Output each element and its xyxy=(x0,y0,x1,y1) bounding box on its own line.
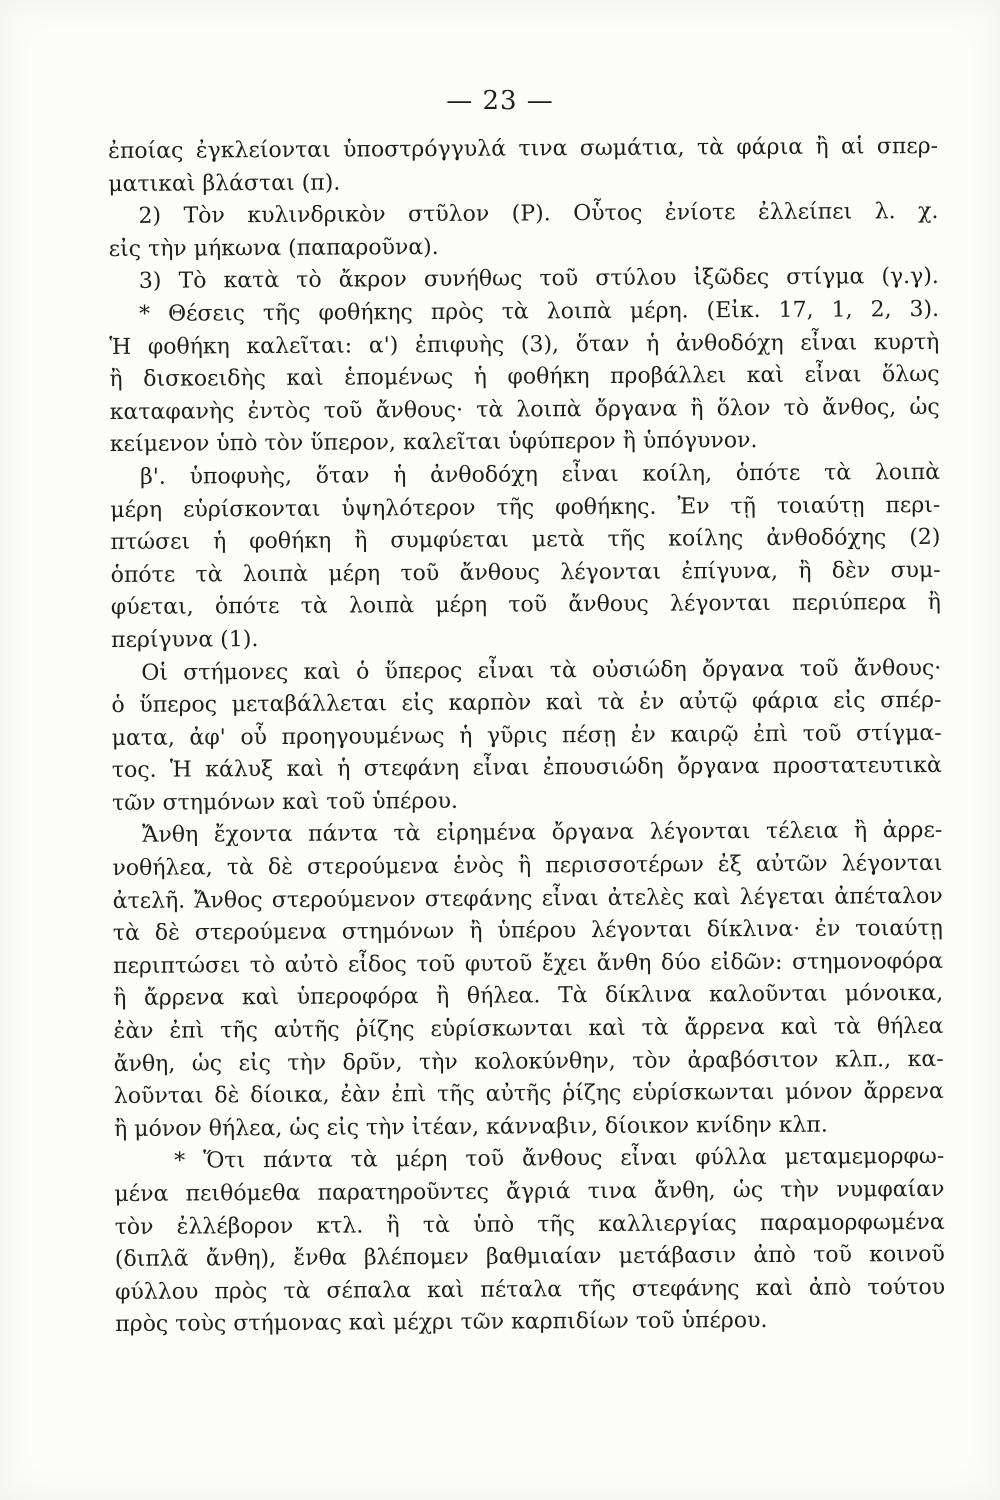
text-line: φύεται, ὁπότε τὰ λοιπὰ μέρη τοῦ ἄνθους λέγονται περιύπερα ἢ xyxy=(110,590,941,621)
text-line: τὸν ἐλλέβορον κτλ. ἢ τὰ ὑπὸ τῆς καλλιεργίας παραμορφωμένα xyxy=(114,1209,945,1240)
text-line: περιπτώσει τὸ αὐτὸ εἶδος τοῦ φυτοῦ ἔχει ἄνθη δύο εἰδῶν: στημονοφόρα xyxy=(112,948,944,979)
text-line: καταφανὴς ἐντὸς τοῦ ἄνθους· τὰ λοιπὰ ὄργανα ἢ ὅλον τὸ ἄνθος, ὡς xyxy=(109,394,940,425)
text-line: (διπλᾶ ἄνθη), ἔνθα βλέπομεν βαθμιαίαν μετάβασιν ἀπὸ τοῦ κοινοῦ xyxy=(114,1242,945,1273)
text-line: τὰ δὲ στερούμενα στημόνων ἢ ὑπέρου λέγονται δίκλινα· ἐν τοιαύτῃ xyxy=(112,916,943,947)
text-line: τος. Ἡ κάλυξ καὶ ἡ στεφάνη εἶναι ἐπουσιώδη ὄργανα προστατευτικὰ xyxy=(111,753,942,784)
text-line: β'. ὑποφυὴς, ὅταν ἡ ἀνθοδόχη εἶναι κοίλη, ὁπότε τὰ λοιπὰ xyxy=(140,459,941,490)
text-line: ἀτελῆ. Ἄνθος στερούμενον στεφάνης εἶναι ἀτελὲς καὶ λέγεται ἀπέταλον xyxy=(112,883,943,914)
text-line: εἰς τὴν μήκωνα (παπαροῦνα). xyxy=(108,234,439,262)
text-line: * Θέσεις τῆς φοθήκης πρὸς τὰ λοιπὰ μέρη. (Εἰκ. 17, 1, 2, 3). xyxy=(139,296,940,327)
text-line: ἢ ἄρρενα καὶ ὑπεροφόρα ἢ θήλεα. Τὰ δίκλινα καλοῦνται μόνοικα, xyxy=(113,981,944,1012)
text-line: ἄνθη, ὡς εἰς τὴν δρῦν, τὴν κολοκύνθην, τὸν ἀραβόσιτον κλπ., κα- xyxy=(113,1046,944,1077)
body-text xyxy=(108,131,945,1342)
text-line: 2) Τὸν κυλινδρικὸν στῦλον (Ρ). Οὗτος ἐνίοτε ἐλλείπει λ. χ. xyxy=(138,199,939,230)
text-line: πρὸς τοὺς στήμονας καὶ μέχρι τῶν καρπιδίων τοῦ ὑπέρου. xyxy=(115,1308,768,1338)
text-line: ἢ δισκοειδὴς καὶ ἑπομένως ἡ φοθήκη προβάλλει καὶ εἶναι ὅλως xyxy=(109,362,940,393)
page-number: — 23 — xyxy=(446,86,554,116)
text-line: Οἱ στήμονες καὶ ὁ ὕπερος εἶναι τὰ οὐσιώδη ὄργανα τοῦ ἄνθους· xyxy=(141,655,942,686)
text-line: ἐὰν ἐπὶ τῆς αὐτῆς ῥίζης εὑρίσκωνται καὶ τὰ ἄρρενα καὶ τὰ θήλεα xyxy=(113,1013,944,1045)
text-line: Ἡ φοθήκη καλεῖται: α') ἐπιφυὴς (3), ὅταν ἡ ἀνθοδόχη εἶναι κυρτὴ xyxy=(109,329,940,360)
text-line: λοῦνται δὲ δίοικα, ἐὰν ἐπὶ τῆς αὐτῆς ῥίζης εὑρίσκωνται μόνον ἄρρενα xyxy=(113,1079,944,1110)
text-line: τῶν στημόνων καὶ τοῦ ὑπέρου. xyxy=(112,788,459,816)
text-line: μένα πειθόμεθα παρατηροῦντες ἄγριά τινα ἄνθη, ὡς τὴν νυμφαίαν xyxy=(114,1176,945,1207)
text-line: ὁπότε τὰ λοιπὰ μέρη τοῦ ἄνθους λέγονται ἐπίγυνα, ἢ δὲν συμ- xyxy=(110,557,941,588)
text-line: ματα, ἀφ' οὗ προηγουμένως ἡ γῦρις πέσῃ ἐν καιρῷ ἐπὶ τοῦ στίγμα- xyxy=(111,720,942,751)
text-line: μέρη εὑρίσκονται ὑψηλότερον τῆς φοθήκης. Ἐν τῇ τοιαύτῃ περι- xyxy=(110,492,941,523)
text-line: ἐποίας ἐγκλείονται ὑποστρόγγυλά τινα σωμάτια, τὰ φάρια ἢ αἱ σπερ- xyxy=(108,133,939,164)
text-line: 3) Τὸ κατὰ τὸ ἄκρον συνήθως τοῦ στύλου ἰξῶδες στίγμα (γ.γ). xyxy=(138,264,939,295)
text-line: Ἄνθη ἔχοντα πάντα τὰ εἰρημένα ὄργανα λέγονται τέλεια ἢ ἀρρε- xyxy=(142,818,943,849)
text-line: * Ὅτι πάντα τὰ μέρη τοῦ ἄνθους εἶναι φύλλα μεταμεμορφω- xyxy=(174,1144,945,1175)
text-line: περίγυνα (1). xyxy=(111,626,259,653)
text-line: ματικαὶ βλάσται (π). xyxy=(108,170,341,197)
text-line: ὁ ὕπερος μεταβάλλεται εἰς καρπὸν καὶ τὰ ἐν αὐτῷ φάρια εἰς σπέρ- xyxy=(111,688,942,719)
text-line: φύλλου πρὸς τὰ σέπαλα καὶ πέταλα τῆς στεφάνης καὶ ἀπὸ τούτου xyxy=(114,1274,946,1305)
text-line: νοθήλεα, τὰ δὲ στερούμενα ἑνὸς ἢ περισσοτέρων ἐξ αὐτῶν λέγονται xyxy=(112,850,943,882)
text-line: πτώσει ἡ φοθήκη ἢ συμφύεται μετὰ τῆς κοίλης ἀνθοδόχης (2) xyxy=(110,525,941,556)
text-line: ἢ μόνον θήλεα, ὡς εἰς τὴν ἰτέαν, κάνναβιν, δίοικον κνίδην κλπ. xyxy=(113,1112,828,1142)
text-line: κείμενον ὑπὸ τὸν ὕπερον, καλεῖται ὑφύπερον ἢ ὑπόγυνον. xyxy=(109,428,758,458)
